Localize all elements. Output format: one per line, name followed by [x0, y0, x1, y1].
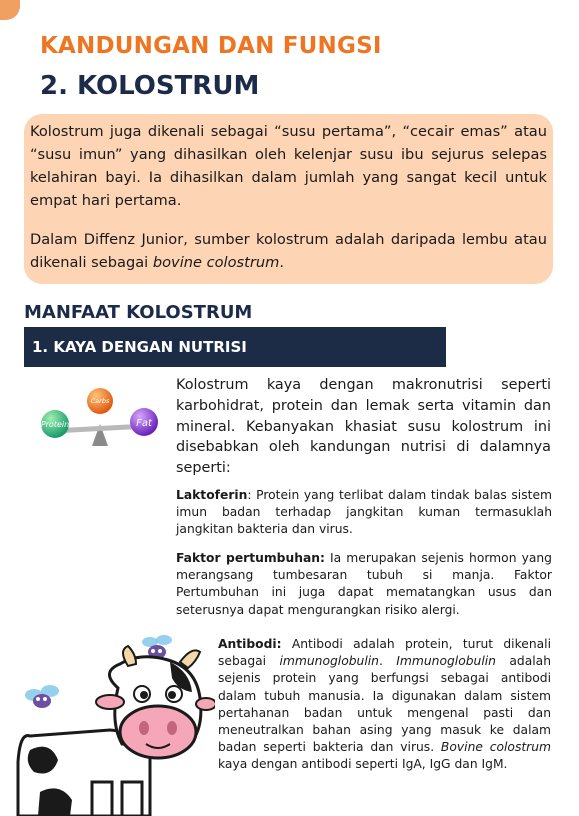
antibodi-italic-3: Bovine colostrum	[440, 740, 552, 755]
laktoferin-text: : Protein yang terlibat dalam tindak balas sistem imun badan terhadap jangkitan kuman termasuklah jangkitan bakteria dan virus.	[176, 488, 552, 537]
faktor-term: Faktor pertumbuhan:	[176, 551, 325, 565]
corner-decoration	[0, 0, 20, 20]
faktor-paragraph	[176, 550, 552, 619]
section-bar: 1. KAYA DENGAN NUTRISI	[24, 327, 446, 367]
antibodi-text-2: .	[378, 654, 397, 669]
intro-p2-italic: bovine colostrum	[152, 254, 280, 271]
page-subtitle: 2. KOLOSTRUM	[40, 71, 260, 101]
nutrition-intro: Kolostrum kaya dengan makronutrisi seperti karbohidrat, protein dan lemak serta vitamin dan mineral. Kebanyakan khasiat susu kolostrum ini disebabkan oleh kandungan nutrisi di dalamnya seperti:	[176, 377, 551, 477]
intro-p2-text: Dalam Diffenz Junior, sumber kolostrum adalah daripada lembu atau dikenali sebagai	[30, 231, 547, 271]
carbs-ball-label: Carbs	[90, 397, 110, 405]
intro-p2-end: .	[279, 254, 284, 271]
antibodi-term: Antibodi:	[218, 637, 282, 651]
fat-ball-label: Fat	[136, 418, 152, 429]
antibodi-text-3: adalah sejenis protein yang berfungsi sebagai antibodi dalam tubuh manusia. Ia digunakan dalam sistem pertahanan badan untuk mengenal pasti dan meneutralkan bahan asing yang masuk ke dalam badan seperti bakteria dan virus.	[218, 654, 552, 755]
intro-box	[24, 114, 553, 284]
fly-icon	[25, 685, 59, 708]
faktor-text: Ia merupakan sejenis hormon yang merangsang tumbesaran tubuh si manja. Faktor Pertumbuhan ini juga dapat mematangkan usus dan seterusnya dapat mengurangkan risiko alergi.	[176, 551, 552, 617]
antibodi-italic-1: immunoglobulin	[279, 654, 379, 669]
laktoferin-term: Laktoferin	[176, 488, 248, 502]
antibodi-paragraph	[218, 636, 551, 774]
cow-illustration	[0, 632, 215, 816]
protein-ball-label: Protein	[40, 420, 70, 429]
intro-paragraph-1: Kolostrum juga dikenali sebagai “susu pertama”, “cecair emas” atau “susu imun” yang dihasilkan oleh kelenjar susu ibu sejurus selepas kelahiran bayi. Ia dihasilkan dalam jumlah yang sangat kecil untuk empat hari pertama.	[30, 123, 547, 209]
intro-paragraph-2	[30, 228, 547, 274]
section-title: MANFAAT KOLOSTRUM	[24, 302, 253, 323]
page-title: KANDUNGAN DAN FUNGSI	[40, 33, 382, 59]
nutrient-scale-illustration	[38, 384, 162, 450]
laktoferin-paragraph	[176, 487, 552, 539]
antibodi-text-4: kaya dengan antibodi seperti IgA, IgG dan IgM.	[218, 757, 508, 772]
antibodi-text-1: Antibodi adalah protein, turut dikenali sebagai	[218, 637, 551, 669]
antibodi-italic-2: Immunoglobulin	[396, 654, 496, 669]
